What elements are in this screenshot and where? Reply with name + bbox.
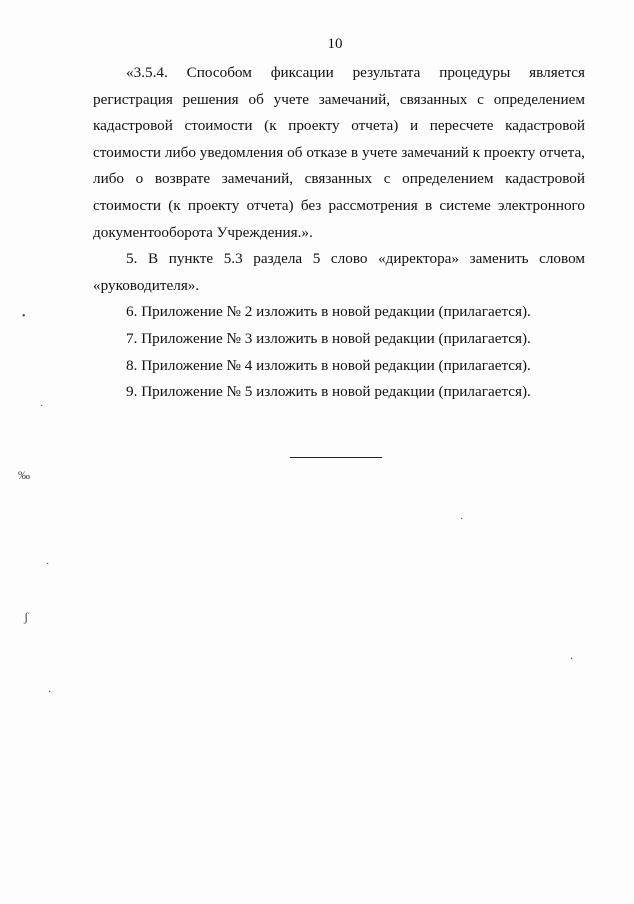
page-number: 10 xyxy=(327,36,343,52)
scan-speck: ‰ xyxy=(18,468,30,482)
paragraph-item-7: 7. Приложение № 3 изложить в новой редакции (прилагается). xyxy=(126,329,531,347)
paragraph-item-9: 9. Приложение № 5 изложить в новой редакции (прилагается). xyxy=(126,383,531,401)
document-body xyxy=(93,60,585,406)
scan-speck: · xyxy=(48,687,52,698)
scan-speck: ʃ xyxy=(24,609,29,624)
paragraph-3-5-4: «3.5.4. Способом фиксации результата процедуры является регистрация решения об учете замечаний, связанных с определением кадастровой стоимости (к проекту отчета) и пересчете кадастровой стоимости либо уведомления об отказе в учете замечаний к проекту отчета, либо о возврате замечаний, связанных с определением кадастровой стоимости (к проекту отчета) без рассмотрения в системе электронного документооборота Учреждения.». xyxy=(93,64,585,241)
scan-speck: • xyxy=(22,311,26,322)
paragraph-item-6: 6. Приложение № 2 изложить в новой редакции (прилагается). xyxy=(126,303,531,321)
scan-speck: · xyxy=(40,401,44,412)
end-separator-line xyxy=(290,457,382,458)
scan-speck: · xyxy=(460,514,464,525)
scan-speck: · xyxy=(570,654,574,665)
paragraph-item-5: 5. В пункте 5.3 раздела 5 слово «директора» заменить словом «руководителя». xyxy=(93,250,585,294)
scan-speck: · xyxy=(46,559,50,570)
paragraph-item-8: 8. Приложение № 4 изложить в новой редакции (прилагается). xyxy=(126,356,531,374)
